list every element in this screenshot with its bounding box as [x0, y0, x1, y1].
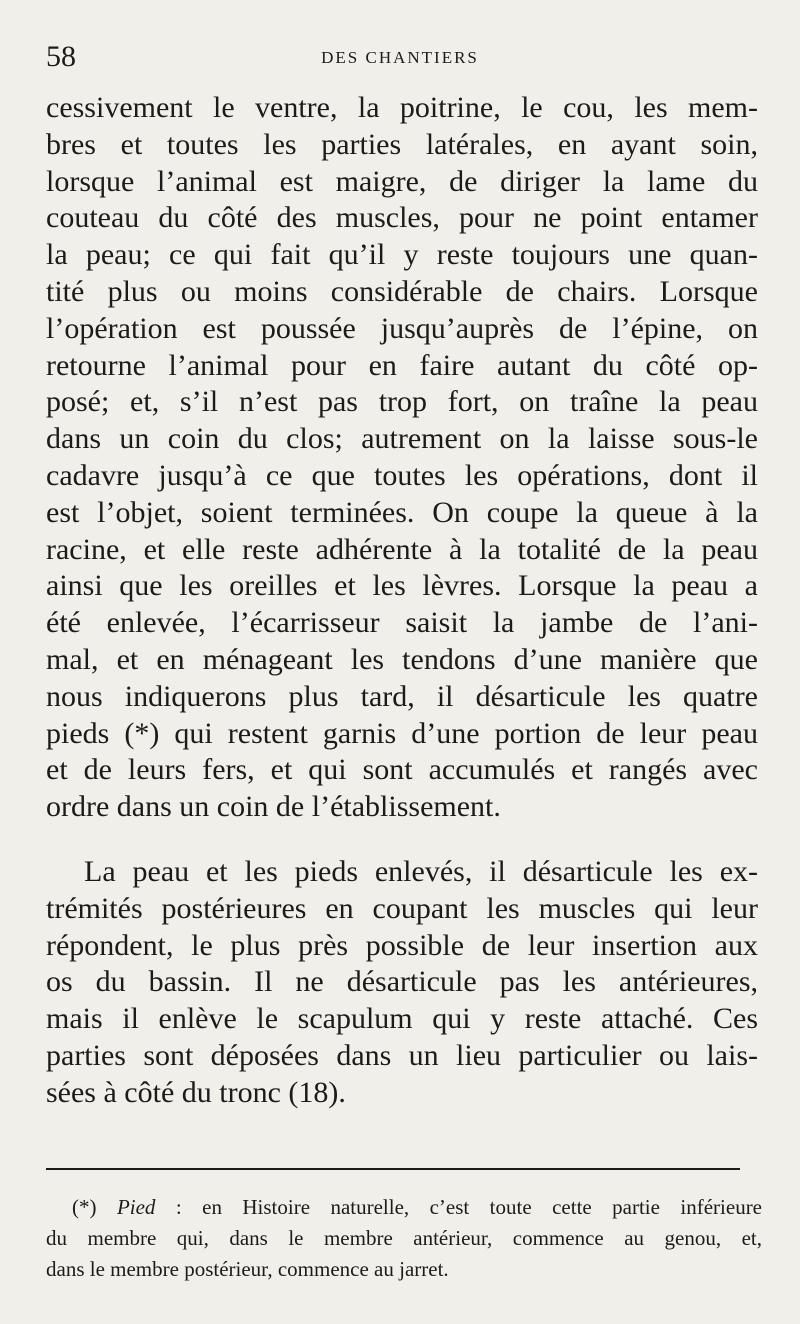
page-number: 58 [46, 40, 76, 73]
text-line: cadavre jusqu’à ce que toutes les opérations, dont il [46, 458, 758, 492]
footnote-marker: (*) [72, 1195, 97, 1219]
text-line: est l’objet, soient terminées. On coupe la queue à la [46, 495, 758, 529]
text-line: parties sont déposées dans un lieu particulier ou lais- [46, 1038, 758, 1072]
text-line: posé; et, s’il n’est pas trop fort, on traîne la peau [46, 385, 758, 419]
paragraph-2 [46, 854, 758, 1112]
text-line: ainsi que les oreilles et les lèvres. Lorsque la peau a [46, 569, 758, 603]
text-line: tité plus ou moins considérable de chairs. Lorsque [46, 274, 758, 308]
text-line: lorsque l’animal est maigre, de diriger la lame du [46, 164, 758, 198]
footnote-line: du membre qui, dans le membre antérieur, commence au genou, et, [46, 1226, 762, 1250]
text-line: pieds (*) qui restent garnis d’une portion de leur peau [46, 716, 758, 750]
page-header [46, 40, 754, 80]
text-line: mal, et en ménageant les tendons d’une manière que [46, 642, 758, 676]
paragraph-gap [46, 826, 758, 854]
text-line: dans un coin du clos; autrement on la laisse sous-le [46, 422, 758, 456]
text-line: cessivement le ventre, la poitrine, le cou, les mem- [46, 91, 758, 124]
footnote [46, 1192, 762, 1285]
footnote-line [46, 1192, 762, 1223]
text-line: la peau; ce qui fait qu’il y reste toujours une quan- [46, 238, 758, 272]
text-line: l’opération est poussée jusqu’auprès de l’épine, on [46, 311, 758, 345]
text-line: et de leurs fers, et qui sont accumulés et rangés avec [46, 753, 758, 787]
paragraph-1 [46, 90, 758, 826]
text-line: os du bassin. Il ne désarticule pas les antérieures, [46, 965, 758, 999]
footnote-divider [46, 1168, 740, 1170]
text-line: racine, et elle reste adhérente à la totalité de la peau [46, 532, 758, 566]
text-line: retourne l’animal pour en faire autant du côté op- [46, 348, 758, 382]
running-head: DES CHANTIERS [321, 48, 479, 67]
footnote-line: dans le membre postérieur, commence au jarret. [46, 1257, 449, 1281]
text-line: bres et toutes les parties latérales, en ayant soin, [46, 127, 758, 161]
text-line: mais il enlève le scapulum qui y reste attaché. Ces [46, 1002, 758, 1036]
text-line: couteau du côté des muscles, pour ne point entamer [46, 201, 758, 235]
body-text [46, 90, 758, 1112]
text-line: ordre dans un coin de l’établissement. [46, 790, 501, 824]
text-line: trémités postérieures en coupant les muscles qui leur [46, 891, 758, 925]
text-line: sées à côté du tronc (18). [46, 1075, 346, 1109]
footnote-text: : en Histoire naturelle, c’est toute cette partie inférieure [175, 1195, 763, 1219]
text-line: nous indiquerons plus tard, il désarticule les quatre [46, 679, 758, 713]
text-line: été enlevée, l’écarrisseur saisit la jambe de l’ani- [46, 606, 758, 640]
footnote-term: Pied [116, 1195, 156, 1219]
text-line: répondent, le plus près possible de leur insertion aux [46, 928, 758, 962]
text-line: La peau et les pieds enlevés, il désarticule les ex- [84, 854, 758, 888]
